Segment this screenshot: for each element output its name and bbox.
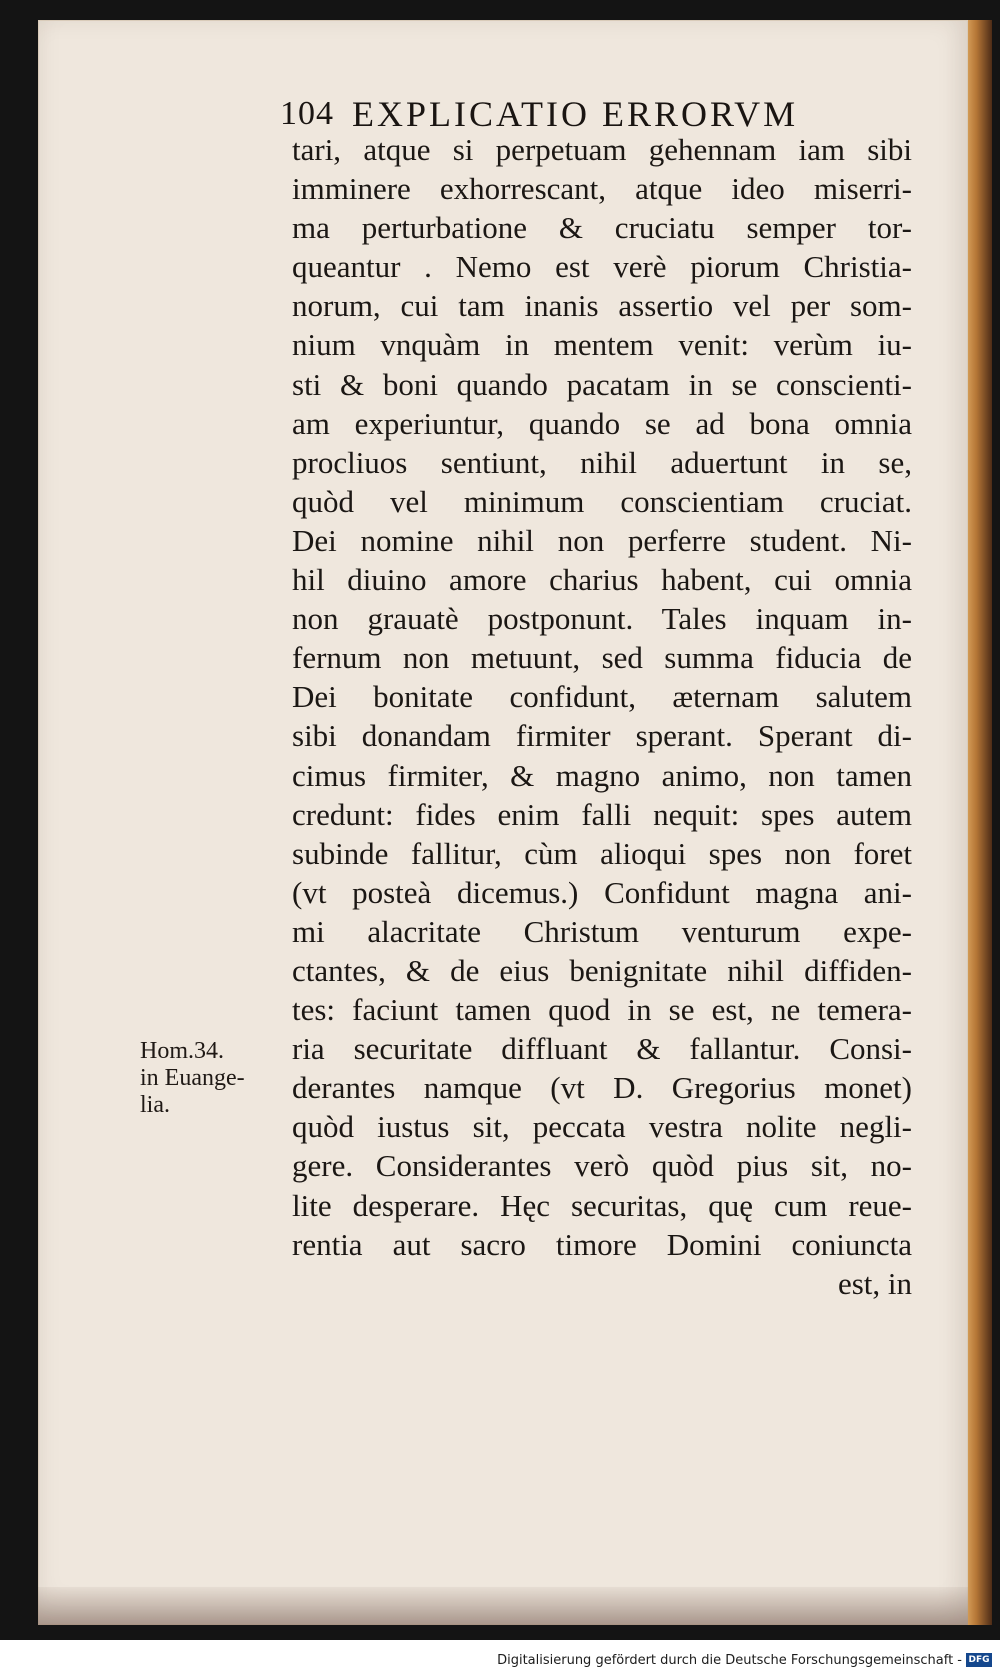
- text-line: lite desperare. Hęc securitas, quę cum reue-: [292, 1187, 912, 1223]
- catchword-line: est, in: [837, 1265, 912, 1301]
- text-line: ria securitate diffluant & fallantur. Consi-: [292, 1031, 912, 1067]
- text-line: credunt: fides enim falli nequit: spes autem: [292, 796, 912, 832]
- text-line: Dei bonitate confidunt, æternam salutem: [292, 679, 912, 715]
- marginal-note-line: in Euange-: [140, 1065, 245, 1091]
- text-line: nium vnquàm in mentem venit: verùm iu-: [292, 327, 912, 363]
- marginal-note: [140, 1038, 285, 1119]
- text-line: procliuos sentiunt, nihil aduertunt in se,: [292, 444, 912, 480]
- text-line: hil diuino amore charius habent, cui omnia: [292, 562, 912, 598]
- dfg-logo: DFG: [966, 1653, 992, 1667]
- text-line: (vt posteà dicemus.) Confidunt magna ani-: [292, 874, 912, 910]
- book-edge: [966, 20, 992, 1625]
- digitization-credit: Digitalisierung gefördert durch die Deutsche Forschungsgemeinschaft -: [497, 1653, 962, 1668]
- text-line: ctantes, & de eius benignitate nihil diffiden-: [292, 952, 912, 988]
- text-line: fernum non metuunt, sed summa fiducia de: [292, 640, 912, 676]
- text-line: mi alacritate Christum venturum expe-: [292, 913, 912, 949]
- text-line: rentia aut sacro timore Domini coniuncta: [292, 1226, 912, 1262]
- text-line: sibi donandam firmiter sperant. Sperant di-: [292, 718, 912, 754]
- text-line: non grauatè postponunt. Tales inquam in-: [292, 601, 912, 637]
- page-number: 104: [280, 95, 334, 132]
- text-line: gere. Considerantes verò quòd pius sit, no-: [292, 1148, 912, 1184]
- text-line: tari, atque si perpetuam gehennam iam sibi: [292, 132, 912, 167]
- text-line: cimus firmiter, & magno animo, non tamen: [292, 757, 912, 793]
- digitization-footer: [0, 1650, 1000, 1671]
- marginal-note-line: lia.: [140, 1092, 170, 1118]
- text-line: queantur . Nemo est verè piorum Christia-: [292, 249, 912, 285]
- text-line: imminere exhorrescant, atque ideo miserri-: [292, 171, 912, 207]
- text-line: quòd iustus sit, peccata vestra nolite negli-: [292, 1109, 912, 1145]
- text-line: ma perturbatione & cruciatu semper tor-: [292, 210, 912, 246]
- text-line: am experiuntur, quando se ad bona omnia: [292, 405, 912, 441]
- text-line: norum, cui tam inanis assertio vel per som-: [292, 288, 912, 324]
- text-line: sti & boni quando pacatam in se conscienti-: [292, 366, 912, 402]
- text-line: subinde fallitur, cùm alioqui spes non foret: [292, 835, 912, 871]
- page-heading: EXPLICATIO ERRORVM: [352, 94, 799, 134]
- main-text-block: [292, 130, 912, 1303]
- text-line: quòd vel minimum conscientiam cruciat.: [292, 483, 912, 519]
- text-line: tes: faciunt tamen quod in se est, ne temera-: [292, 992, 912, 1028]
- text-line: Dei nomine nihil non perferre student. Ni-: [292, 522, 912, 558]
- marginal-note-line: Hom.34.: [140, 1038, 224, 1064]
- text-line: derantes namque (vt D. Gregorius monet): [292, 1070, 912, 1106]
